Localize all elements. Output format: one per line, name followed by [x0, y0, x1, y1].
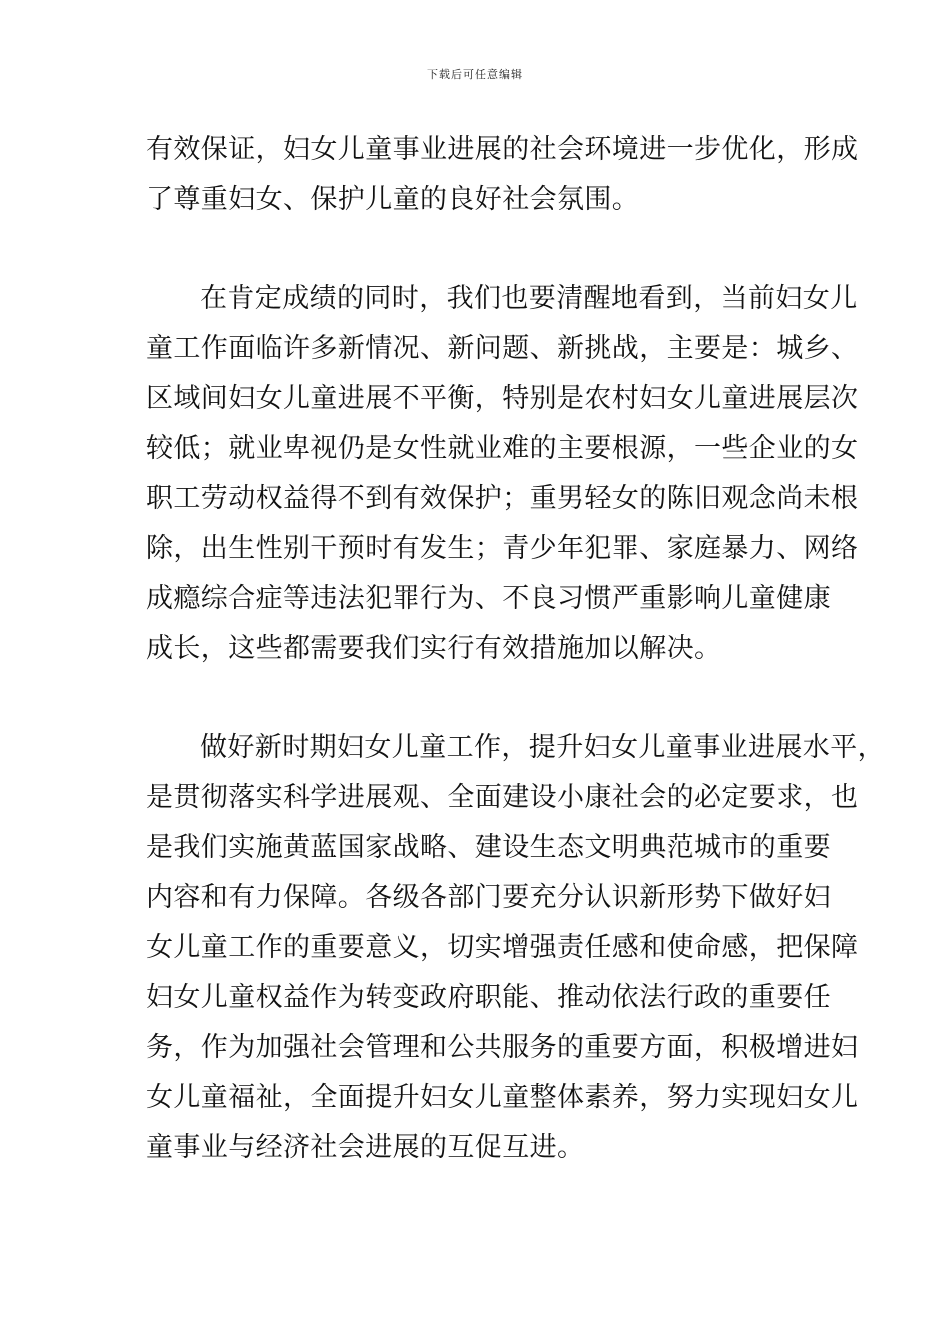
- paragraph-2-line-1: 在肯定成绩的同时，我们也要清醒地看到，当前妇女儿: [200, 283, 858, 314]
- paragraph-2-line-4: 较低；就业卑视仍是女性就业难的主要根源，一些企业的女: [146, 433, 859, 464]
- paragraph-3-line-1: 做好新时期妇女儿童工作，提升妇女儿童事业进展水平，: [200, 732, 885, 763]
- paragraph-3-line-4: 内容和有力保障。各级各部门要充分认识新形势下做好妇: [146, 882, 831, 913]
- paragraph-2-line-7: 成瘾综合症等违法犯罪行为、不良习惯严重影响儿童健康: [146, 583, 831, 614]
- paragraph-3-line-2: 是贯彻落实科学进展观、全面建设小康社会的必定要求，也: [146, 782, 859, 813]
- header-note: 下载后可任意编辑: [427, 68, 523, 81]
- paragraph-2-line-5: 职工劳动权益得不到有效保护；重男轻女的陈旧观念尚未根: [146, 483, 859, 514]
- paragraph-3-line-5: 女儿童工作的重要意义，切实增强责任感和使命感，把保障: [146, 932, 859, 963]
- paragraph-3-line-8: 女儿童福祉，全面提升妇女儿童整体素养，努力实现妇女儿: [146, 1082, 859, 1113]
- paragraph-2-line-6: 除，出生性别干预时有发生；青少年犯罪、家庭暴力、网络: [146, 533, 859, 564]
- paragraph-2-line-3: 区域间妇女儿童进展不平衡，特别是农村妇女儿童进展层次: [146, 383, 859, 414]
- paragraph-3-line-6: 妇女儿童权益作为转变政府职能、推动依法行政的重要任: [146, 982, 831, 1013]
- paragraph-1-line-2: 了尊重妇女、保护儿童的良好社会氛围。: [146, 184, 640, 215]
- paragraph-2-line-8: 成长，这些都需要我们实行有效措施加以解决。: [146, 633, 722, 664]
- paragraph-3-line-9: 童事业与经济社会进展的互促互进。: [146, 1132, 585, 1163]
- paragraph-1-line-1: 有效保证，妇女儿童事业进展的社会环境进一步优化，形成: [146, 134, 859, 165]
- paragraph-3-line-7: 务，作为加强社会管理和公共服务的重要方面，积极增进妇: [146, 1032, 859, 1063]
- paragraph-3-line-3: 是我们实施黄蓝国家战略、建设生态文明典范城市的重要: [146, 832, 831, 863]
- paragraph-2-line-2: 童工作面临许多新情况、新问题、新挑战，主要是：城乡、: [146, 333, 859, 364]
